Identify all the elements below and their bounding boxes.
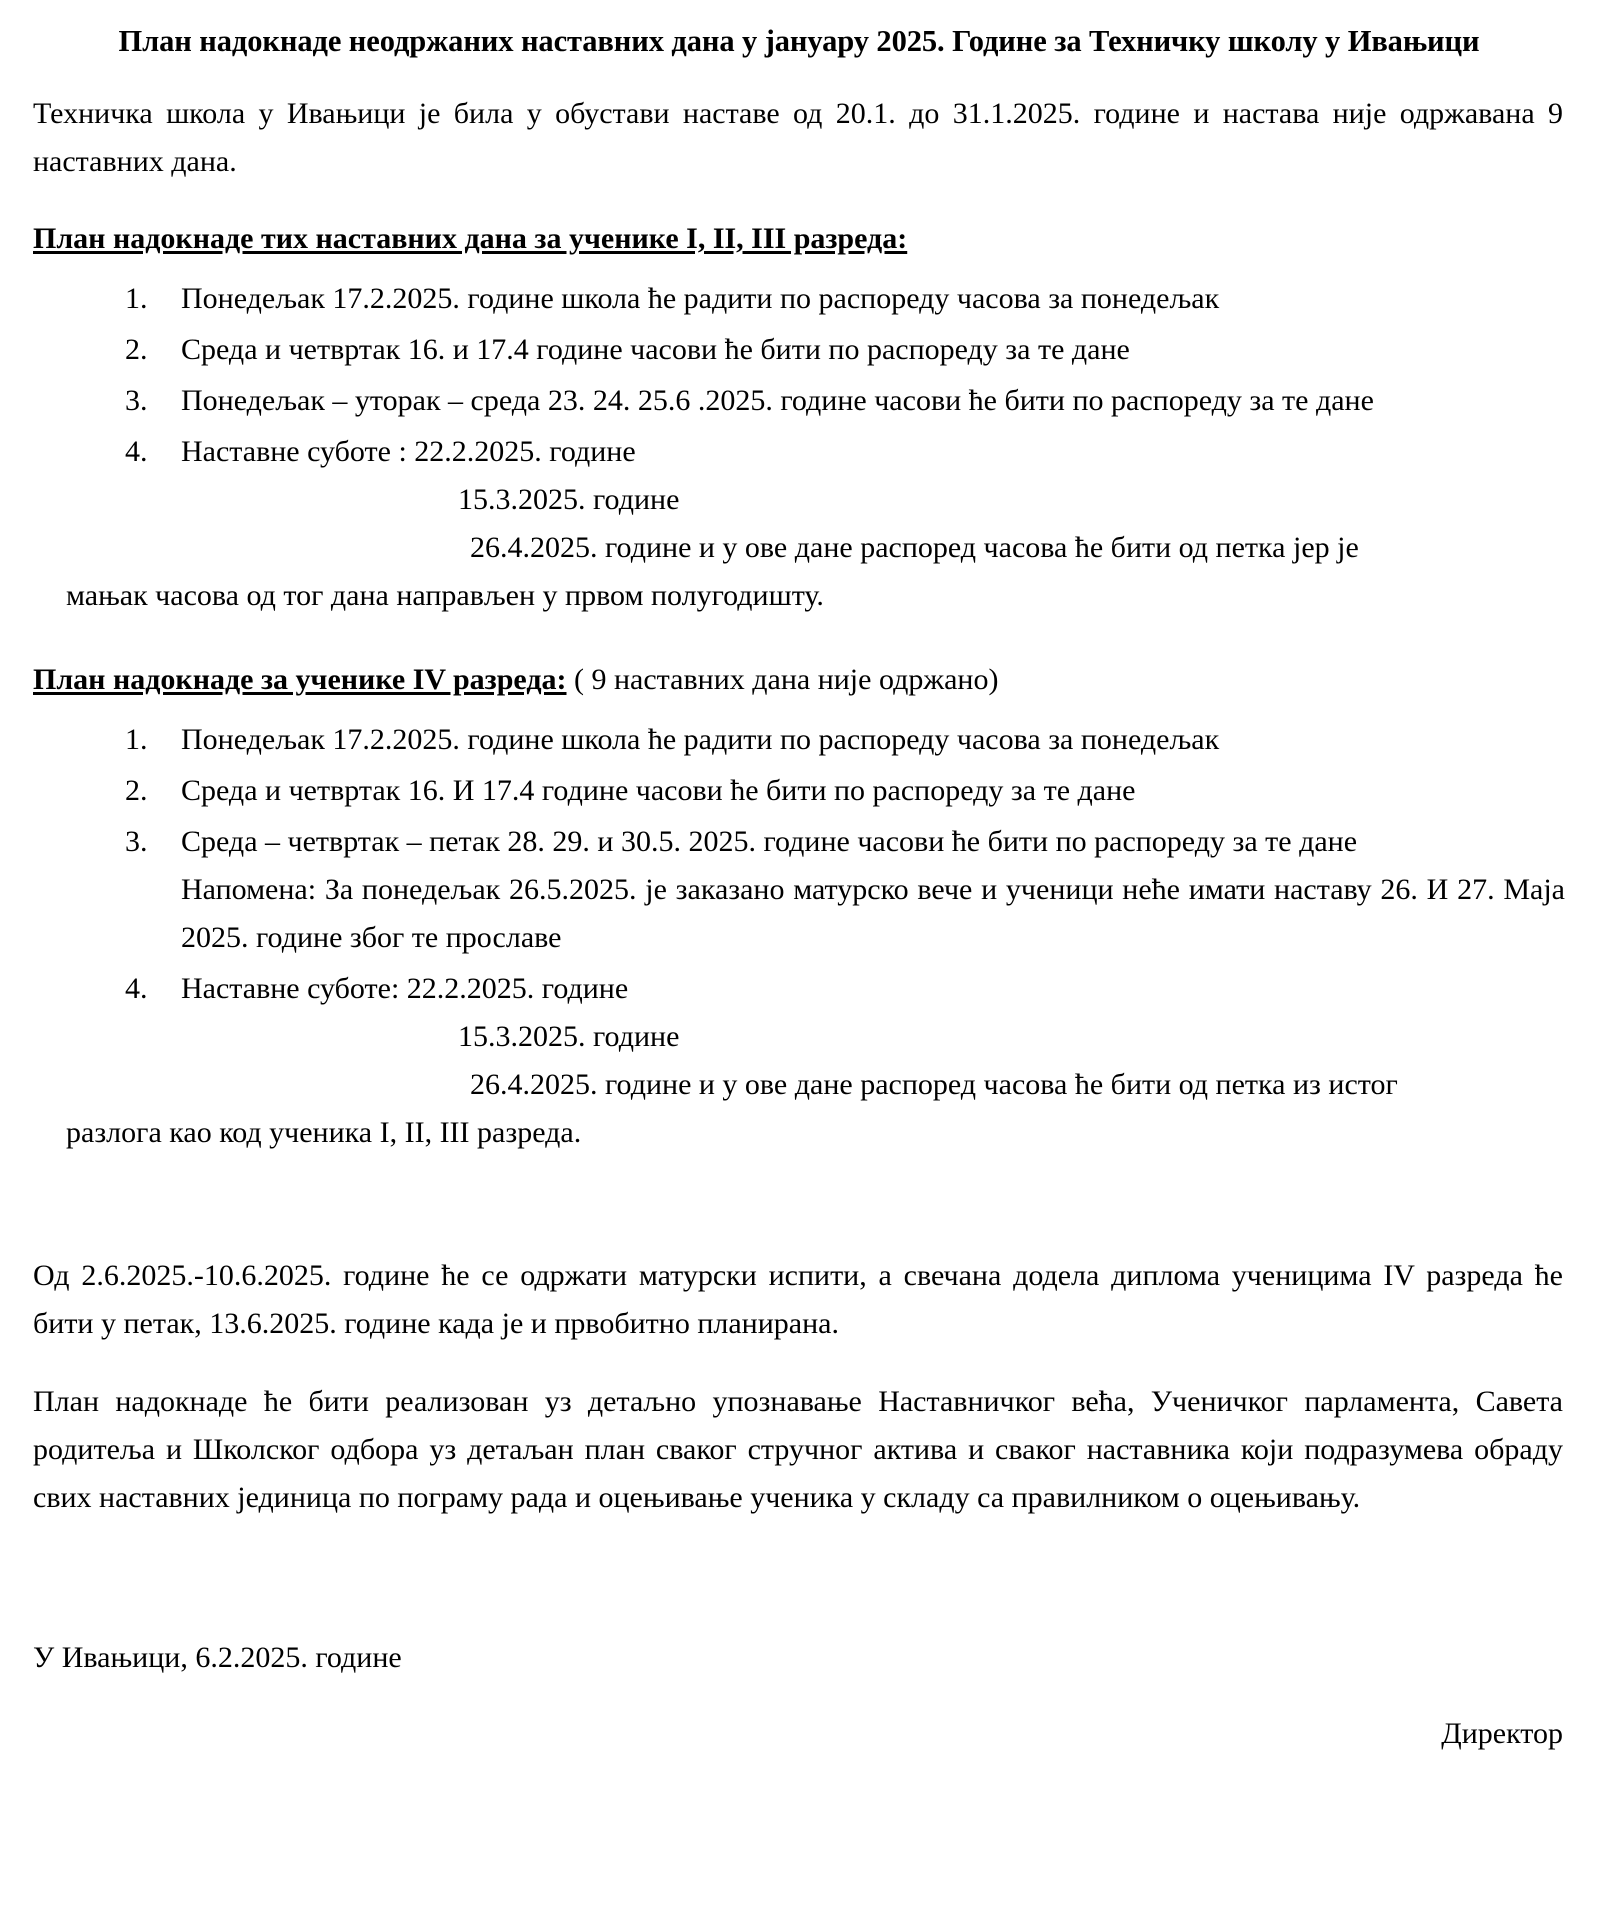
list-item-text: Понедељак 17.2.2025. године школа ће радити по распореду часова за понедељак xyxy=(181,723,1220,757)
list-item-text: Среда – четвртак – петак 28. 29. и 30.5. 2025. године часови ће бити по распореду за те дане xyxy=(181,825,1358,859)
list-item-text: Понедељак – уторак – среда 23. 24. 25.6 .2025. године часови ће бити по распореду за те дане xyxy=(181,384,1374,418)
list-item-number: 4. xyxy=(125,972,148,1006)
list-item-text: Наставне суботе : 22.2.2025. године xyxy=(181,435,636,469)
list-item xyxy=(33,767,1565,815)
list-item-date-line: 15.3.2025. године xyxy=(458,483,680,517)
document-title: План надокнаде неодржаних наставних дана у јануару 2025. Године за Техничку школу у Ивањици xyxy=(118,24,1480,58)
list-item-number: 3. xyxy=(125,825,148,859)
list-item xyxy=(33,326,1565,374)
spacer xyxy=(33,623,1565,657)
list-item-date-line: 15.3.2025. године xyxy=(458,1020,680,1054)
spacer xyxy=(33,1536,1565,1628)
list-item-tail: мањак часова од тог дана направљен у првом полугодишту. xyxy=(66,579,824,613)
list-item-text: Среда и четвртак 16. И 17.4 године часови ће бити по распореду за те дане xyxy=(181,774,1136,808)
list-item-number: 3. xyxy=(125,384,148,418)
spacer xyxy=(33,1160,1565,1252)
list-item xyxy=(33,818,1565,962)
list-item-tail: разлога као код ученика I, II, III разреда. xyxy=(66,1116,582,1150)
list-grade-4 xyxy=(33,716,1565,1157)
list-item-text: Среда и четвртак 16. и 17.4 године часови ће бити по распореду за те дане xyxy=(181,333,1130,367)
section-heading-text: План надокнаде тих наставних дана за ученике I, II, III разреда: xyxy=(33,222,908,256)
closing-paragraph-realization: План надокнаде ће бити реализован уз детаљно упознавање Наставничког већа, Ученичког парламента, Савета родитеља и Школског одбора уз детаљан план сваког стручног актива и сваког наставника који подразумева обраду свих наставних јединица по пограму рада и оцењивање ученика у складу са правилником о оцењивању. xyxy=(33,1385,1563,1515)
list-item xyxy=(33,275,1565,323)
spacer xyxy=(33,200,1565,216)
list-item xyxy=(33,377,1565,425)
closing-paragraph-exams: Од 2.6.2025.-10.6.2025. године ће се одржати матурски испити, а свечана додела диплома ученицима IV разреда ће бити у петак, 13.6.2025. године када је и првобитно планирана. xyxy=(33,1259,1563,1341)
list-item xyxy=(33,965,1565,1157)
list-item xyxy=(33,716,1565,764)
list-item-date-line: 26.4.2025. године и у ове дане распоред часова ће бити од петка јер је xyxy=(470,531,1359,565)
list-item xyxy=(33,428,1565,620)
list-grades-1-3 xyxy=(33,275,1565,620)
list-item-number: 1. xyxy=(125,282,148,316)
document-footer xyxy=(33,1634,1565,1784)
signature-label: Директор xyxy=(1441,1717,1563,1751)
intro-paragraph: Техничка школа у Ивањици је била у обустави наставе од 20.1. до 31.1.2025. године и настава није одржавана 9 наставних дана. xyxy=(33,97,1563,179)
list-item-note: Напомена: За понедељак 26.5.2025. је заказано матурско вече и ученици неће имати наставу 26. И 27. Маја 2025. године због те прославе xyxy=(181,873,1565,955)
section-heading-grade-4 xyxy=(33,657,1565,702)
list-item-number: 2. xyxy=(125,333,148,367)
section-heading-text: План надокнаде за ученике IV разреда: xyxy=(33,663,567,697)
place-and-date: У Ивањици, 6.2.2025. године xyxy=(33,1641,402,1675)
list-item-text: Понедељак 17.2.2025. године школа ће радити по распореду часова за понедељак xyxy=(181,282,1220,316)
section-heading-grades-1-3 xyxy=(33,216,1565,261)
list-item-number: 1. xyxy=(125,723,148,757)
list-item-text: Наставне суботе: 22.2.2025. године xyxy=(181,972,629,1006)
spacer xyxy=(33,1362,1565,1378)
list-item-number: 2. xyxy=(125,774,148,808)
list-item-number: 4. xyxy=(125,435,148,469)
spacer xyxy=(33,74,1565,90)
section-heading-tail: ( 9 наставних дана није одржано) xyxy=(566,663,999,697)
list-item-date-line: 26.4.2025. године и у ове дане распоред часова ће бити од петка из истог xyxy=(470,1068,1398,1102)
